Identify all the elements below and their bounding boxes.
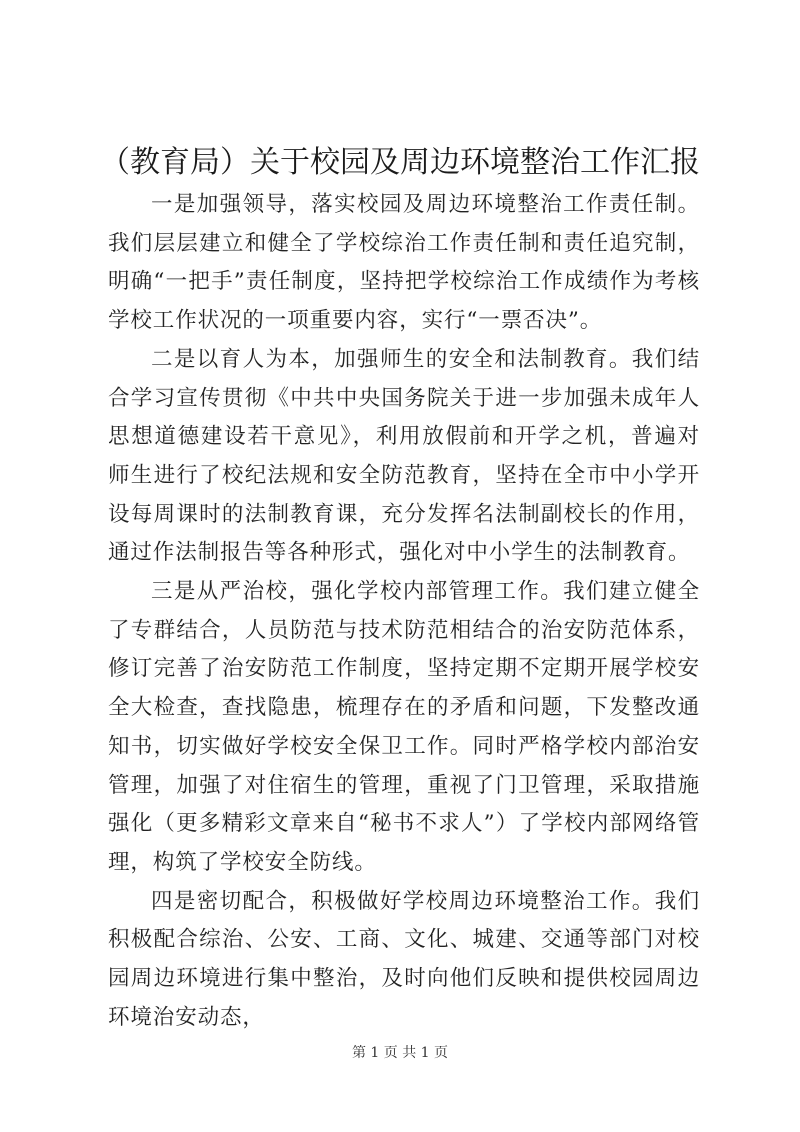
document-body bbox=[108, 186, 700, 1037]
paragraph-2: 二是以育人为本，加强师生的安全和法制教育。我们结合学习宣传贯彻《中共中央国务院关于进一步加强未成年人思想道德建设若干意见》，利用放假前和开学之机，普遍对师生进行了校纪法规和安全防范教育，坚持在全市中小学开设每周课时的法制教育课，充分发挥名法制副校长的作用，通过作法制报告等各种形式，强化对中小学生的法制教育。 bbox=[108, 346, 700, 566]
page-footer: 第 1 页 共 1 页 bbox=[351, 1045, 449, 1061]
paragraph-1: 一是加强领导，落实校园及周边环境整治工作责任制。我们层层建立和健全了学校综治工作责任制和责任追究制，明确“一把手”责任制度，坚持把学校综治工作成绩作为考核学校工作状况的一项重要内容，实行“一票否决”。 bbox=[108, 192, 700, 334]
document-title: （教育局）关于校园及周边环境整治工作汇报 bbox=[100, 145, 700, 180]
paragraph-3: 三是从严治校，强化学校内部管理工作。我们建立健全了专群结合，人员防范与技术防范相结合的治安防范体系，修订完善了治安防范工作制度，坚持定期不定期开展学校安全大检查，查找隐患，梳理存在的矛盾和问题，下发整改通知书，切实做好学校安全保卫工作。同时严格学校内部治安管理，加强了对住宿生的管理，重视了门卫管理，采取措施强化（更多精彩文章来自“秘书不求人”）了学校内部网络管理，构筑了学校安全防线。 bbox=[108, 579, 700, 875]
paragraph-4: 四是密切配合，积极做好学校周边环境整治工作。我们积极配合综治、公安、工商、文化、城建、交通等部门对校园周边环境进行集中整治，及时向他们反映和提供校园周边环境治安动态， bbox=[108, 888, 700, 1030]
